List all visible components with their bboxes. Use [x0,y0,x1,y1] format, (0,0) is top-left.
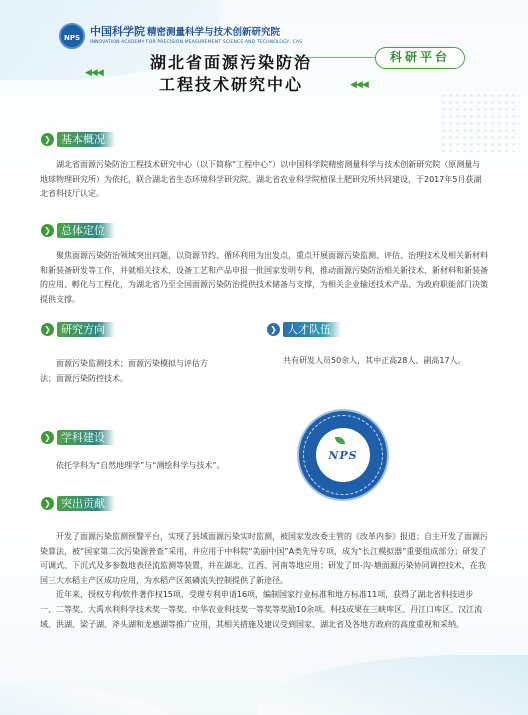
section-header-overview [41,131,115,147]
positioning-paragraph: 聚焦面源污染防治领域突出问题，以资源节约、循环利用为出发点，重点开展面源污染监测、评估、治理技术及相关新材料和新装备研发等工作，并就相关技术、设备工艺和产品申报一批国家发明专利，推动面源污染防治相关新技术、新材料和新装备的应用、孵化与工程化，为湖北省乃至全国面源污染防治提供技术储备与支撑，为相关企业输送技术产品、为政府职能部门决策提供支撑。 [40,251,488,304]
contributions-paragraph-2: 近年来，授权专利/软件著作权15项，受理专利申请16项，编制国家行业标准和地方标准11项，获得了湖北省科技进步一、二等奖、大禹水利科学技术奖一等奖、中华农业科技奖一等奖等奖励10余项。科技成果在三峡库区、丹江口库区、汉江流域、洪湖、梁子湖、斧头湖和龙感湖等推广应用，其相关措施及建议受到国家、湖北省及各地方政府的高度重视和采纳。 [40,590,483,629]
section-title-talent: 人才队伍 [283,322,341,337]
positioning-text [40,249,488,307]
contributions-paragraph-1: 开发了面源污染监测预警平台，实现了县域面源污染实时监测，被国家发改委主管的《改革内参》报道；自主开发了面源污染算法，被“国家第二次污染源普查”采用，并应用于中科院“美丽中国”A类先导专项，成为“长江模拟器”重要组成部分；研发了可调式、下沉式及多参数地表径流监测等装置，并在湖北、江西、河南等地应用；研发了田-沟-塘面源污染协同调控技术，在我国三大水稻主产区成功应用，为水稻产区氮磷流失控制提供了新途径。 [40,532,488,585]
institution-name-cn [90,23,280,39]
decorative-dots [440,92,520,152]
page-title-line2: 工程技术研究中心 [158,75,303,94]
section-title-contributions: 突出贡献 [57,496,115,511]
category-badge: 科研平台 [375,47,465,69]
section-header-discipline [41,429,115,445]
nps-seal-logo [299,411,387,499]
talent-text [267,354,467,369]
chevron-right-icon: ❯ [41,323,54,336]
chevron-right-icon: ❯ [41,133,54,146]
chevron-right-icon: ❯ [41,497,54,510]
arrow-decor-left-icon: ◀◀◀ [85,68,103,78]
section-title-positioning: 总体定位 [57,223,115,238]
section-header-talent [267,321,341,337]
institution-name-text: 精密测量科学与技术创新研究院 [147,27,281,38]
talent-paragraph: 共有研发人员50余人，其中正高28人、副高17人。 [283,356,466,365]
decorative-wave-bottom-right [258,655,528,715]
arrow-decor-right-icon: ◀◀◀ [350,80,368,90]
contributions-text [40,530,488,632]
discipline-paragraph: 依托学科为“自然地理学”与“测绘科学与技术”。 [56,461,225,470]
section-title-research: 研究方向 [57,322,115,337]
chevron-right-icon: ❯ [41,431,54,444]
section-header-research [41,321,115,337]
research-text [40,357,218,386]
decorative-wave-bottom-left [0,685,180,715]
institution-cas-wordmark: 中国科学院 [90,25,145,38]
section-header-contributions [41,495,115,511]
seal-center [316,428,370,482]
chevron-right-icon: ❯ [41,224,54,237]
section-header-positioning [41,222,115,238]
research-paragraph: 面源污染监测技术；面源污染模拟与评估方法；面源污染防控技术。 [40,359,208,383]
institution-name-en: INNOVATION ACADEMY FOR PRECISION MEASUREMENT SCIENCE AND TECHNOLOGY, CAS [90,40,303,45]
section-title-overview: 基本概况 [57,132,115,147]
institution-logo-icon: NPS [59,23,85,49]
section-title-discipline: 学科建设 [57,430,115,445]
seal-text: NPS [328,448,358,462]
chevron-down-icon: ❯ [267,323,280,336]
overview-paragraph: 湖北省面源污染防治工程技术研究中心（以下简称“工程中心”）以中国科学院精密测量科学与技术创新研究院（原测量与地球物理研究所）为依托，联合湖北省生态环境科学研究院、湖北省农业科学院植保土肥研究所共同建设，于2017年5月获湖北省科技厅认定。 [40,160,482,199]
discipline-text [40,459,290,474]
page-title [96,52,366,96]
page-title-line1: 湖北省面源污染防治 [149,53,312,72]
overview-text [40,158,488,202]
